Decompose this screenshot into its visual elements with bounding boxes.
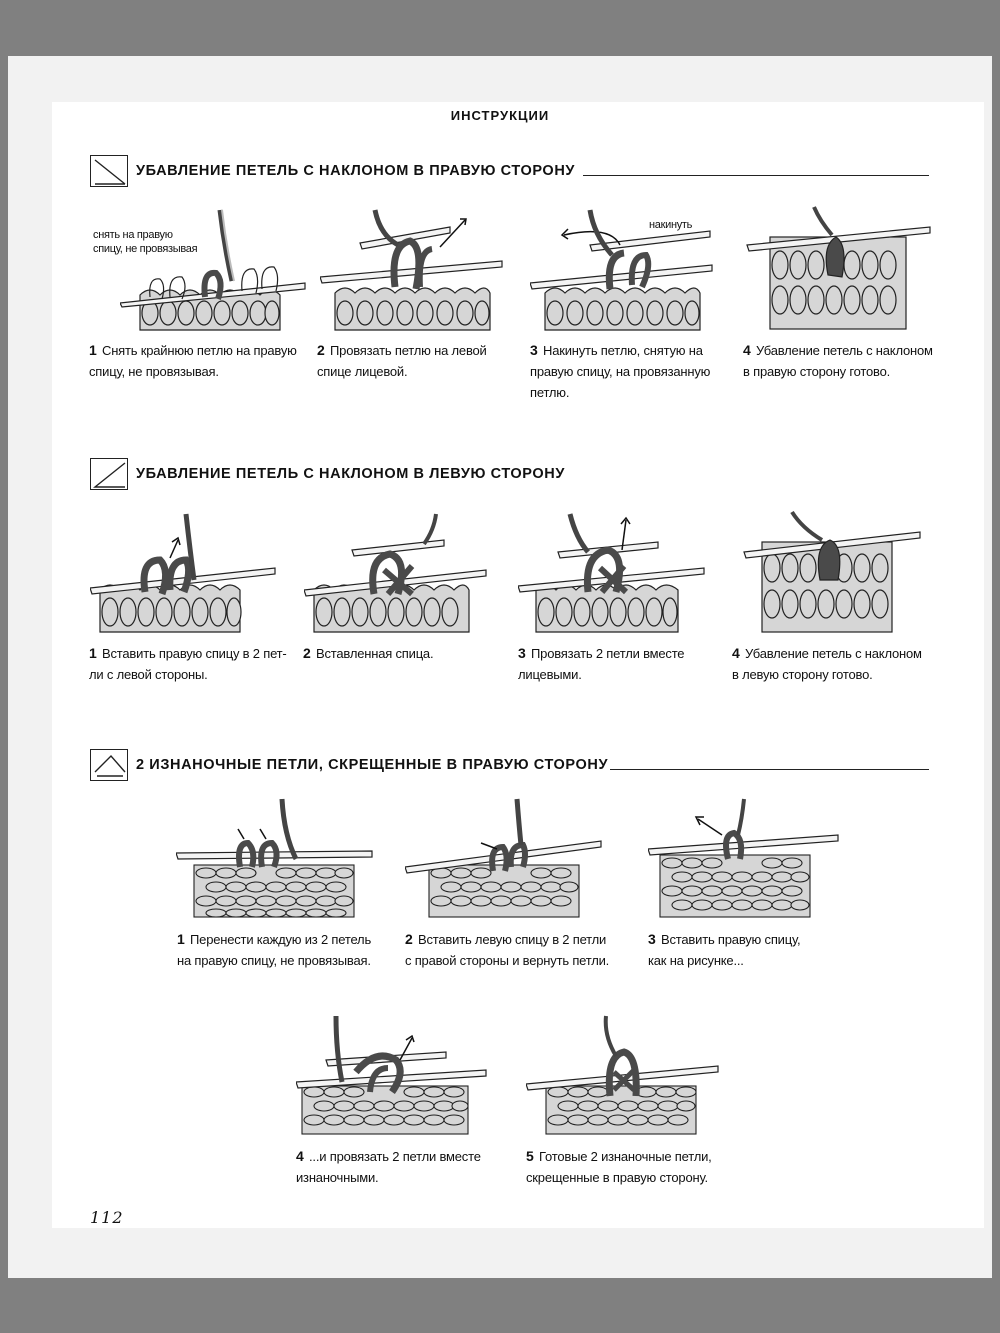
illustration-s2-4 [740, 510, 930, 640]
caption-text: скрещенные в правую сторону. [526, 1170, 708, 1185]
illustration-s3-2 [405, 795, 605, 925]
caption-s2-1 [89, 643, 287, 685]
caption-line [530, 340, 710, 361]
caption-text: ...и провязать 2 петли вместе [309, 1149, 481, 1164]
caption-text: Провязать 2 петли вместе [531, 646, 685, 661]
callout-pass-over: накинуть [649, 219, 693, 231]
caption-text: Убавление петель с наклоном [756, 343, 933, 358]
caption-line [317, 340, 487, 361]
caption-text: Убавление петель с наклоном [745, 646, 922, 661]
illustration-s3-3 [648, 795, 848, 925]
caption-text: изнаночными. [296, 1170, 379, 1185]
section-title-left-decrease [90, 458, 565, 490]
caption-line [296, 1146, 481, 1167]
caption-text: лицевыми. [518, 667, 582, 682]
illustration-s3-4 [296, 1012, 496, 1142]
section-title-purl-cross [90, 749, 608, 781]
caption-s2-3 [518, 643, 684, 685]
illustration-s2-2 [304, 510, 494, 640]
caption-text: на правую спицу, не провязывая. [177, 953, 371, 968]
caption-line [405, 929, 609, 950]
caption-text: Готовые 2 изнаночные петли, [539, 1149, 712, 1164]
step-number: 1 [89, 645, 97, 661]
step-number: 1 [89, 342, 97, 358]
callout-line: спицу, не провязывая [93, 243, 198, 255]
caption-text: Вставить правую спицу, [661, 932, 801, 947]
section-title-right-decrease [90, 155, 575, 187]
caption-line [89, 643, 287, 664]
caption-s3-4 [296, 1146, 481, 1188]
illustration-s3-1 [176, 795, 376, 925]
page-header: ИНСТРУКЦИИ [450, 108, 550, 123]
caption-text: ли с левой стороны. [89, 667, 208, 682]
caption-text: спицу, не провязывая. [89, 364, 219, 379]
illustration-s2-3 [518, 510, 708, 640]
caption-s3-5 [526, 1146, 712, 1188]
caption-line [303, 643, 433, 664]
section-heading: УБАВЛЕНИЕ ПЕТЕЛЬ С НАКЛОНОМ В ПРАВУЮ СТОРОНУ [136, 163, 576, 179]
caption-line [526, 1146, 712, 1167]
caption-text: Вставленная спица. [316, 646, 434, 661]
caption-s3-1 [177, 929, 371, 971]
step-number: 3 [530, 342, 538, 358]
caption-text: Вставить левую спицу в 2 петли [418, 932, 607, 947]
caption-line [732, 643, 922, 664]
callout-line: снять на правую [93, 229, 173, 241]
step-number: 5 [526, 1148, 534, 1164]
step-number: 1 [177, 931, 185, 947]
caption-text: в правую сторону готово. [743, 364, 891, 379]
caption-text: Перенести каждую из 2 петель [190, 932, 372, 947]
caption-text: Снять крайнюю петлю на правую [102, 343, 297, 358]
caption-text: Провязать петлю на левой [330, 343, 487, 358]
section-heading: 2 ИЗНАНОЧНЫЕ ПЕТЛИ, СКРЕЩЕННЫЕ В ПРАВУЮ СТОРОНУ [136, 757, 609, 773]
caption-s2-2 [303, 643, 433, 664]
step-number: 4 [296, 1148, 304, 1164]
caption-s3-2 [405, 929, 609, 971]
left-decrease-symbol-icon [90, 458, 128, 490]
step-number: 3 [518, 645, 526, 661]
illustration-s3-5 [526, 1012, 726, 1142]
step-number: 2 [303, 645, 311, 661]
illustration-s2-1 [90, 510, 280, 640]
caption-line [648, 929, 800, 950]
step-number: 2 [405, 931, 413, 947]
caption-line [518, 643, 684, 664]
caption-line [89, 340, 297, 361]
step-number: 4 [732, 645, 740, 661]
caption-s1-2 [317, 340, 487, 382]
caption-s3-3 [648, 929, 800, 971]
illustration-s1-3 [530, 205, 720, 335]
step-number: 4 [743, 342, 751, 358]
caption-s1-4 [743, 340, 933, 382]
caption-line [177, 929, 371, 950]
section-rule [610, 769, 929, 770]
illustration-s1-2 [320, 205, 510, 335]
caption-text: спице лицевой. [317, 364, 408, 379]
caption-text: Накинуть петлю, снятую на [543, 343, 703, 358]
caption-s2-4 [732, 643, 922, 685]
illustration-s1-4 [742, 205, 932, 335]
section-rule [583, 175, 929, 176]
right-decrease-symbol-icon [90, 155, 128, 187]
step-number: 3 [648, 931, 656, 947]
section-heading: УБАВЛЕНИЕ ПЕТЕЛЬ С НАКЛОНОМ В ЛЕВУЮ СТОРОНУ [136, 466, 565, 482]
caption-s1-3 [530, 340, 710, 403]
caption-text: правую спицу, на провязанную [530, 364, 711, 379]
step-number: 2 [317, 342, 325, 358]
caption-text: Вставить правую спицу в 2 пет- [102, 646, 287, 661]
page-number: 112 [90, 1208, 124, 1227]
purl-cross-right-symbol-icon [90, 749, 128, 781]
caption-text: петлю. [530, 385, 570, 400]
caption-text: как на рисунке... [648, 953, 744, 968]
caption-text: с правой стороны и вернуть петли. [405, 953, 610, 968]
illustration-s1-1 [120, 205, 310, 335]
caption-line [743, 340, 933, 361]
caption-text: в левую сторону готово. [732, 667, 873, 682]
caption-s1-1 [89, 340, 297, 382]
